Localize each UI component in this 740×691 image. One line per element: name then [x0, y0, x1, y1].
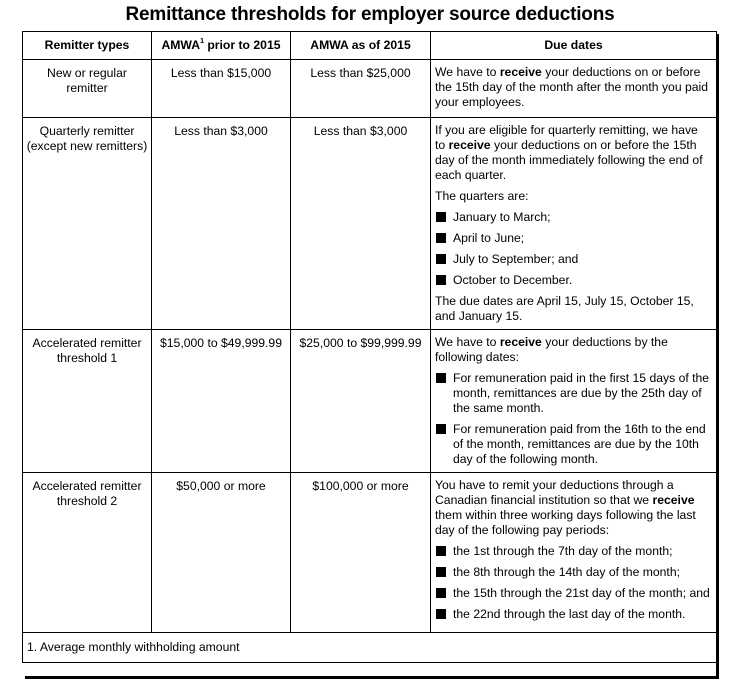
- list-item: October to December.: [435, 273, 711, 288]
- amwa-asof-cell: Less than $25,000: [291, 60, 431, 118]
- header-amwa-prior: AMWA$^1$ prior to 2015: [152, 32, 291, 60]
- footnote-row: [23, 633, 717, 663]
- square-bullet-icon: [436, 233, 446, 243]
- list-item: the 1st through the 7th day of the month;: [435, 544, 711, 559]
- amwa-prior-cell: Less than $15,000: [152, 60, 291, 118]
- page-title: Remittance thresholds for employer source deductions: [125, 4, 615, 25]
- remitter-type-cell: Accelerated remitter threshold 2: [23, 473, 152, 633]
- list-item: January to March;: [435, 210, 711, 225]
- square-bullet-icon: [436, 567, 446, 577]
- list-item: the 15th through the 21st day of the month; and: [435, 586, 711, 601]
- amwa-asof-cell: $100,000 or more: [291, 473, 431, 633]
- thresholds-table: [22, 31, 717, 663]
- square-bullet-icon: [436, 254, 446, 264]
- remitter-type-cell: Quarterly remitter (except new remitters): [23, 118, 152, 330]
- footnote-marker: 1: [200, 38, 204, 45]
- header-amwa-asof: AMWA as of 2015: [291, 32, 431, 60]
- table-row: [23, 60, 717, 118]
- remitter-type-cell: New or regular remitter: [23, 60, 152, 118]
- square-bullet-icon: [436, 212, 446, 222]
- square-bullet-icon: [436, 546, 446, 556]
- due-dates-cell: You have to remit your deductions through a Canadian financial institution so that we receive them within three working days following the last day of the following pay periods: the 1st through the 7th day of the month; the 8th through the 14th day of the month; the 15th through the 21st day of the month; and the 22nd through the last day of the month.: [431, 473, 717, 633]
- amwa-prior-cell: $15,000 to $49,999.99: [152, 330, 291, 473]
- header-row: [23, 32, 717, 60]
- square-bullet-icon: [436, 609, 446, 619]
- due-dates-cell: We have to receive your deductions on or before the 15th day of the month after the month you paid your employees.: [431, 60, 717, 118]
- amwa-prior-cell: Less than $3,000: [152, 118, 291, 330]
- square-bullet-icon: [436, 588, 446, 598]
- table-row: [23, 118, 717, 330]
- list-item: July to September; and: [435, 252, 711, 267]
- due-dates-cell: If you are eligible for quarterly remitting, we have to receive your deductions on or before the 15th day of the month immediately following the end of each quarter. The quarters are: January to March; April to June; July to September; and October to December. The due dates are April 15, July 15, October 15, and January 15.: [431, 118, 717, 330]
- square-bullet-icon: [436, 373, 446, 383]
- list-item: For remuneration paid from the 16th to the end of the month, remittances are due by the 10th day of the following month.: [435, 422, 711, 467]
- table-row: [23, 330, 717, 473]
- amwa-asof-cell: $25,000 to $99,999.99: [291, 330, 431, 473]
- amwa-asof-cell: Less than $3,000: [291, 118, 431, 330]
- amwa-prior-cell: $50,000 or more: [152, 473, 291, 633]
- header-remitter-types: Remitter types: [23, 32, 152, 60]
- list-item: the 22nd through the last day of the month.: [435, 607, 711, 622]
- thresholds-table-frame: [22, 31, 716, 676]
- due-dates-cell: We have to receive your deductions by the following dates: For remuneration paid in the first 15 days of the month, remittances are due by the 25th day of the same month. For remuneration paid from the 16th to the end of the month, remittances are due by the 10th day of the following month.: [431, 330, 717, 473]
- remitter-type-cell: Accelerated remitter threshold 1: [23, 330, 152, 473]
- header-due-dates: Due dates: [431, 32, 717, 60]
- square-bullet-icon: [436, 424, 446, 434]
- footnote: 1. Average monthly withholding amount: [23, 633, 717, 663]
- square-bullet-icon: [436, 275, 446, 285]
- list-item: April to June;: [435, 231, 711, 246]
- table-row: [23, 473, 717, 633]
- list-item: the 8th through the 14th day of the month;: [435, 565, 711, 580]
- list-item: For remuneration paid in the first 15 days of the month, remittances are due by the 25th day of the same month.: [435, 371, 711, 416]
